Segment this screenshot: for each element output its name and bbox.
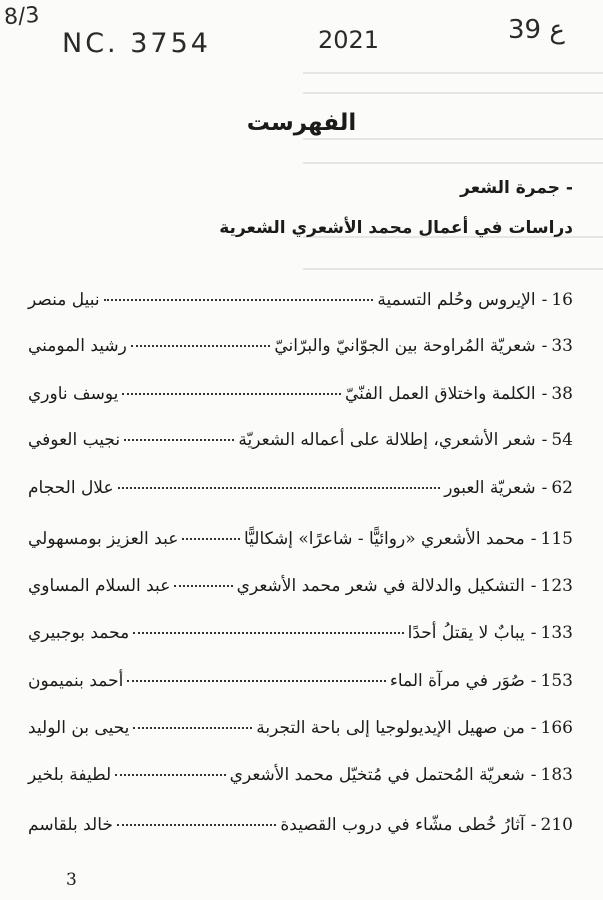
toc-leader [182,538,240,540]
toc-author: لطيفة بلخير [28,765,112,785]
toc-leader [131,345,270,347]
toc-author: نجيب العوفي [28,430,121,450]
toc-dash: - [530,623,537,643]
show-through-line [303,92,603,94]
toc-dash: - [530,815,537,835]
toc-entry [28,478,573,504]
toc-page-number: 153 [540,671,573,691]
handwritten-year: 2021 [318,26,380,54]
toc-leader [127,680,386,682]
toc-leader [133,727,252,729]
toc-author: أحمد بنميمون [28,671,124,691]
toc-leader [133,632,403,634]
toc-dash: - [541,336,548,356]
toc-dash: - [541,430,548,450]
toc-leader [118,487,441,489]
toc-leader [115,774,225,776]
toc-entry [28,336,573,362]
toc-entry [28,765,573,791]
handwritten-fraction: 8/3 [3,2,41,31]
toc-dash: - [530,529,537,549]
toc-page-number: 16 [551,290,573,310]
toc-dash: - [530,671,537,691]
toc-dash: - [530,718,537,738]
page-title: الفهرست [246,110,357,136]
toc-author: رشيد المومني [28,336,127,356]
toc-title: التشكيل والدلالة في شعر محمد الأشعري [236,576,525,596]
toc-entry [28,718,573,744]
toc-dash: - [541,478,548,498]
toc-page-number: 166 [540,718,573,738]
toc-title: الإيروس وحُلم التسمية [377,290,536,310]
toc-entry [28,623,573,649]
toc-entry [28,671,573,697]
toc-title: شعريّة المُراوحة بين الجوّانيّ والبرّانيّ [274,336,536,356]
toc-title: من صهيل الإيديولوجيا إلى باحة التجربة [256,718,525,738]
toc-dash: - [541,384,548,404]
toc-title: يبابٌ لا يقتلُ أحدًا [407,623,525,643]
toc-title: صُوَر في مرآة الماء [389,671,525,691]
toc-dash: - [530,576,537,596]
toc-title: الكلمة واختلاق العمل الفنّيّ [345,384,536,404]
series-heading: - جمرة الشعر [460,178,573,198]
toc-entry [28,290,573,316]
show-through-line [303,138,603,140]
toc-title: محمد الأشعري «روائيًّا - شاعرًا» إشكاليًّا [243,529,525,549]
toc-author: خالد بلقاسم [28,815,113,835]
toc-leader [124,439,234,441]
section-subtitle: دراسات في أعمال محمد الأشعري الشعرية [219,218,573,238]
toc-leader [174,585,232,587]
toc-title: شعريّة المُحتمل في مُتخيّل محمد الأشعري [229,765,525,785]
toc-leader [122,393,341,395]
handwritten-code: 39 ع [508,15,565,45]
toc-author: يوسف ناوري [28,384,119,404]
toc-page-number: 62 [551,478,573,498]
toc-dash: - [530,765,537,785]
toc-title: شعريّة العبور [444,478,536,498]
toc-entry [28,815,573,841]
toc-leader [104,299,374,301]
handwritten-reference: NC. 3754 [62,28,211,59]
toc-page-number: 183 [540,765,573,785]
toc-page-number: 38 [551,384,573,404]
toc-leader [117,824,276,826]
show-through-line [303,268,603,270]
toc-author: عبد السلام المساوي [28,576,171,596]
toc-page-number: 133 [540,623,573,643]
toc-author: يحيى بن الوليد [28,718,130,738]
toc-title: شعر الأشعري، إطلالة على أعماله الشعريّة [238,430,536,450]
toc-entry [28,576,573,602]
toc-author: عبد العزيز بومسهولي [28,529,179,549]
toc-author: نبيل منصر [28,290,100,310]
show-through-line [303,72,603,74]
toc-dash: - [541,290,548,310]
toc-page-number: 115 [540,529,573,549]
toc-author: محمد بوجبيري [28,623,130,643]
show-through-line [303,162,603,164]
toc-entry [28,529,573,555]
toc-page-number: 123 [540,576,573,596]
toc-page-number: 33 [551,336,573,356]
toc-entry [28,430,573,456]
toc-page-number: 210 [540,815,573,835]
page-number: 3 [66,870,77,890]
toc-author: علال الحجام [28,478,114,498]
toc-title: آثارُ خُطى مشّاء في دروب القصيدة [280,815,525,835]
toc-entry [28,384,573,410]
toc-page-number: 54 [551,430,573,450]
